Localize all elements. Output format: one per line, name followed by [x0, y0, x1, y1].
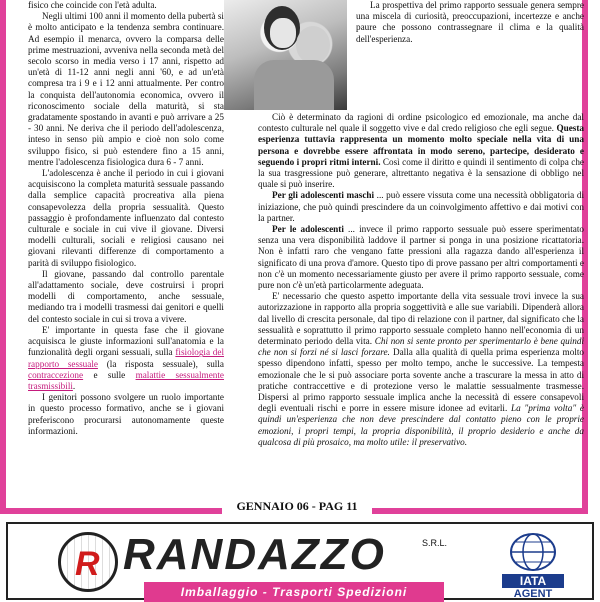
paragraph-parents: I genitori possono svolgere un ruolo importante in questo processo formativo, anche se i giovani preferiscono procurarsi autonomamente queste informazioni. [28, 392, 224, 436]
paragraph-behaviour: Il giovane, passando dal controllo parentale all'adattamento sociale, deve costruirsi i propri modelli di comportamento, anche sessuale, mediando tra i modelli trasmessi dai genitori e quelli del contesto sociale in cui si trova a vivere. [28, 268, 224, 324]
subjectivity-middle: Dalla alla qualità di quella prima esperienza molto spesso dipendono infatti, spesso per molto tempo, anche le successive. La tempesta emozionale che le si può associare porta sovente anche a trascurare la messa in atto di pratiche contraccettive e di protezione verso le malattie sessualmente trasmesse. Dispersi al primo rapporto sessuale implica anche la necessità di essere consapevoli degli eventuali rischi e porre in essere misure idonee ad evitarli. [258, 347, 584, 414]
link-separator-1: (la risposta sessuale), sulla [97, 358, 224, 369]
psychology-end: Così come il diritto e quindi il sentimento di colpa che la sua trasgressione può generare, altrettanto negativa è la sensazione di obbligo nel quale si può inserire. [258, 156, 584, 190]
paragraph-intro: La prospettiva del primo rapporto sessuale genera sempre una miscela di curiosità, preoccupazioni, incertezze e anche paure che possono contrassegnare il clima e la qualità dell'esperienza. [356, 0, 584, 44]
brand-tagline: Imballaggio - Trasporti Spedizioni [144, 582, 444, 602]
link-separator-2: e sulle [83, 369, 136, 380]
globe-logo-icon [58, 532, 118, 592]
girls-heading: Per le adolescenti [272, 224, 344, 235]
subjectivity-text: E' necessario che questo aspetto importante della vita sessuale trovi invece la sua autorizzazione in rapporto alla propria soggettività e alle sue variabili. Dipenderà allora dal livello di crescita personale, dal tipo di relazione con il partner, dal significato che la sessualità e soprattutto il primo rapporto sessuale completo hanno nell'economia di un determinato periodo della vita. [258, 291, 584, 347]
link-end: . [72, 380, 76, 391]
photo-figure-body [254, 60, 334, 110]
paragraph-information [28, 325, 224, 392]
couple-photo [224, 0, 347, 110]
page-footer-label: GENNAIO 06 - PAG 11 [222, 495, 372, 517]
photo-figure-second [296, 26, 330, 64]
subjectivity-italic: Chi non si sente pronto per sperimentarlo è bene quindi che non si forzi né si lasci forzare. [258, 336, 585, 358]
link-contraccezione[interactable]: contraccezione [28, 369, 84, 380]
paragraph-subjectivity [258, 291, 584, 448]
advertisement-banner[interactable] [0, 520, 600, 600]
link-fisiologia[interactable]: fisiologia del rapporto sessuale [28, 347, 224, 369]
article-right-column [258, 112, 584, 448]
paragraph-boys [258, 190, 584, 224]
photo-figure-face [270, 18, 296, 48]
paragraph-psychology [258, 112, 584, 190]
link-malattie[interactable]: malattie sessualmente trasmissibili [28, 369, 224, 391]
boys-heading: Per gli adolescenti maschi [272, 190, 375, 201]
paragraph-maturity: L'adolescenza è anche il periodo in cui i giovani acquisiscono la completa maturità sessuale passando dalla semplice capacità procreativa alla piena consapevolezza della propria sessualità. Questo passaggio è profondamente influenzato dal contesto culturale e sociale in cui vive il giovane. Diversi modelli culturali, sociali e religiosi causano nei giovani rilevanti differenze di comportamento a parità di sviluppo fisiologico. [28, 168, 224, 268]
iata-globe-icon [508, 532, 558, 572]
subjectivity-closing: La "prima volta" è quindi un'esperienza che non deve prescindere dal contatto pieno con le proprie emozioni, i propri tempi, la propria disponibilità, il proprio desiderio e anche da qualcosa di più prosaico, ma molto utile: il preservativo. [258, 403, 584, 447]
iata-agent-label: AGENT [513, 588, 553, 600]
boys-text: ... può essere vissuta come una necessità obbligatoria di iniziazione, che può quindi prescindere da un coinvolgimento affettivo e dai motivi con la partner. [258, 190, 584, 223]
psychology-emphasis: Questa esperienza tuttavia rappresenta un momento molto speciale nella vita di una persona e dovrebbe essere affrontata in modo sereno, partecipe, desiderato e seguendo i propri ritmi interni. [258, 123, 584, 167]
paragraph-girls [258, 224, 584, 291]
information-text: E' importante in questa fase che il giovane acquisisca le giuste informazioni sull'anatomia e la funzionalità degli organi sessuali, sulla [28, 324, 224, 358]
advertisement-frame [6, 522, 594, 600]
logo-letter: R [75, 545, 100, 583]
psychology-text: Ciò è determinato da ragioni di ordine psicologico ed emozionale, ma anche dal contesto culturale nel quale il soggetto vive e dal credo religioso che egli segue. [258, 112, 584, 134]
article-right-intro [356, 0, 584, 45]
brand-suffix: S.R.L. [422, 538, 448, 548]
article-left-column [28, 0, 224, 437]
paragraph-puberty: Negli ultimi 100 anni il momento della pubertà si è molto anticipato e la tendenza sembra continuare. Ad esempio il menarca, ovvero la comparsa delle prime mestruazioni, avveniva nella seconda metà del secolo scorso in media verso i 17 anni, rispetto ad un'età di 11-12 anni negli anni '60, e ad un'età compresa tra i 9 e i 12 anni attualmente. Per contro la conquista dell'autonomia economica, ovvero il riconoscimento sociale della maturità, si sta gradatamente spostando in avanti e può arrivare a 25 - 30 anni. Ne deriva che il periodo dell'adolescenza, inteso in senso più ampio e cioè non solo come sviluppo fisico, si può estendere fino a 15 anni, mentre l'adolescenza fisiologica dura 6 - 7 anni. [28, 11, 224, 167]
iata-label: IATA [502, 574, 564, 588]
brand-name: RANDAZZO [123, 530, 386, 579]
girls-text: ... invece il primo rapporto sessuale può essere sperimentato senza una vera disponibilità laddove il partner si ponga in una posizione ricattatoria. Non è infatti raro che vengano fatte pressioni alla ragazza dando all'esperienza il significato di una prova d'amore. Questo tipo di prove passano per altri comportamenti e non c'è un momento necessariamente giusto per avere il primo rapporto sessuale, come pure non c'è un'età particolarmente adeguata. [258, 224, 584, 291]
lead-line: fisico che coincide con l'età adulta. [28, 0, 157, 10]
